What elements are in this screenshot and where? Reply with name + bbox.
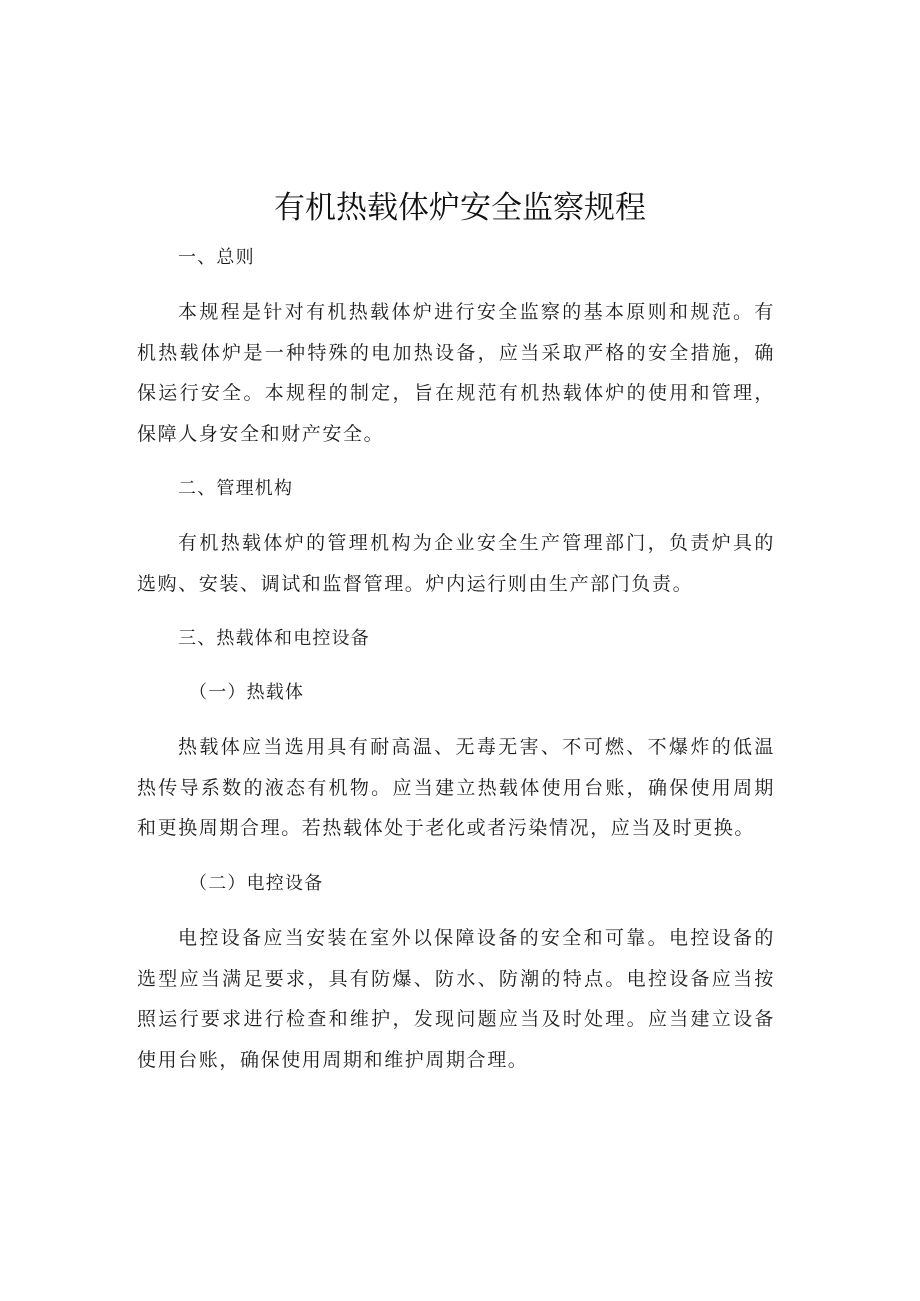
subsection-heading-electrical-control: （二）电控设备	[189, 873, 324, 894]
subsection-paragraph-heat-carrier: 热载体应当选用具有耐高温、无毒无害、不可燃、不爆炸的低温热传导系数的液态有机物。应当建立热载体使用台账，确保使用周期和更换周期合理。若热载体处于老化或者污染情况，应当及时更换。	[137, 736, 775, 839]
section-paragraph-management: 有机热载体炉的管理机构为企业安全生产管理部门，负责炉具的选购、安装、调试和监督管理。炉内运行则由生产部门负责。	[137, 532, 775, 595]
section-heading-equipment: 三、热载体和电控设备	[178, 628, 370, 649]
section-heading-management: 二、管理机构	[178, 478, 294, 499]
section-paragraph-general: 本规程是针对有机热载体炉进行安全监察的基本原则和规范。有机热载体炉是一种特殊的电加热设备，应当采取严格的安全措施，确保运行安全。本规程的制定，旨在规范有机热载体炉的使用和管理，保障人身安全和财产安全。	[137, 301, 775, 445]
document-title: 有机热载体炉安全监察规程	[274, 190, 646, 226]
subsection-heading-heat-carrier: （一）热载体	[189, 682, 305, 703]
subsection-paragraph-electrical-control: 电控设备应当安装在室外以保障设备的安全和可靠。电控设备的选型应当满足要求，具有防爆、防水、防潮的特点。电控设备应当按照运行要求进行检查和维护，发现问题应当及时处理。应当建立设备使用台账，确保使用周期和维护周期合理。	[137, 927, 775, 1071]
section-heading-general: 一、总则	[178, 247, 255, 268]
